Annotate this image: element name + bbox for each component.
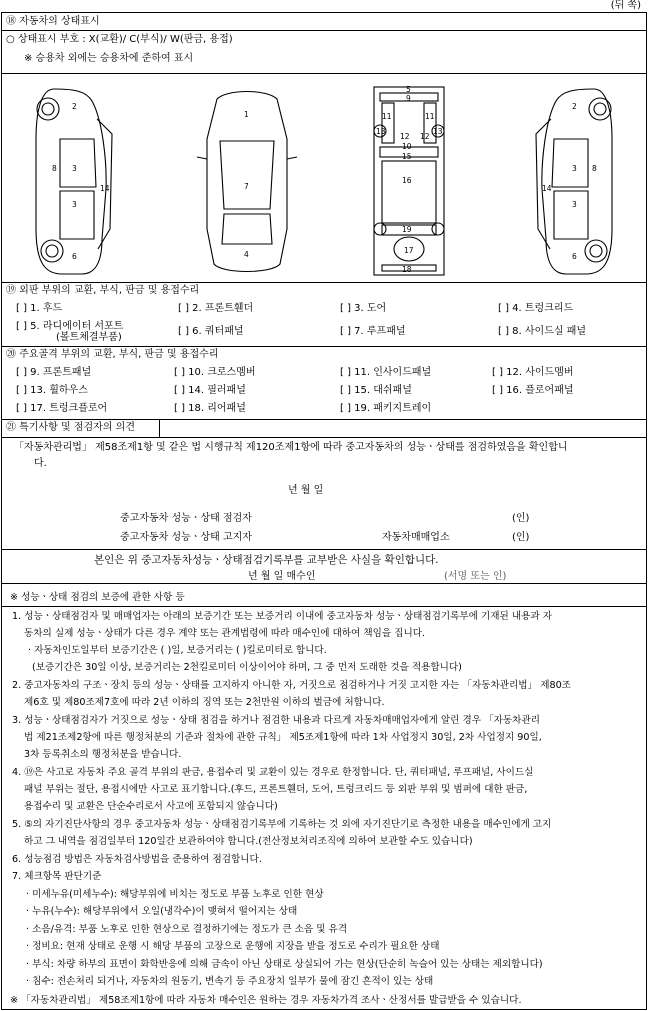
svg-text:12: 12 <box>420 132 430 141</box>
svg-text:3: 3 <box>72 200 77 209</box>
svg-text:15: 15 <box>402 152 412 161</box>
opinion-title: ㉑ 특기사항 및 점검자의 의견 <box>6 422 135 433</box>
svg-text:9: 9 <box>406 94 411 103</box>
exterior-item-6: [ ] 6. 쿼터패널 <box>178 326 244 337</box>
svg-text:11: 11 <box>382 112 392 121</box>
left-side-view <box>36 89 112 274</box>
exterior-item-5: [ ] 5. 라디에이터 서포트 <box>16 321 124 332</box>
frame-item-17: [ ] 17. 트렁크플로어 <box>16 403 108 414</box>
svg-text:13: 13 <box>433 127 443 136</box>
frame-item-19: [ ] 19. 패키지트레이 <box>340 403 432 414</box>
frame-item-13: [ ] 13. 휠하우스 <box>16 385 88 396</box>
diagram-num-2: 2 <box>72 102 77 111</box>
svg-text:7: 7 <box>244 182 249 191</box>
exterior-item-3: [ ] 3. 도어 <box>340 303 387 314</box>
frame-item-9: [ ] 9. 프론트패널 <box>16 367 92 378</box>
warranty-line: 1. 성능ㆍ상태점검자 및 매매업자는 아래의 보증기간 또는 보증거리 이내에 중고자동차 성능ㆍ상태점검기록부에 기재된 내용과 자 <box>12 611 552 622</box>
warranty-line: 3차 등록취소의 행정처분을 받습니다. <box>24 749 182 760</box>
warranty-section <box>1 583 647 1010</box>
svg-text:16: 16 <box>402 176 412 185</box>
warranty-line: 3. 성능ㆍ상태점검자가 거짓으로 성능ㆍ상태 점검을 하거나 점검한 내용과 다르게 자동차매매업자에게 알린 경우 「자동차관리 <box>12 715 540 726</box>
signature-label: (서명 또는 인) <box>444 571 507 582</box>
exterior-item-1: [ ] 1. 후드 <box>16 303 63 314</box>
warranty-line: · 부식: 차량 하부의 표면이 화학반응에 의해 금속이 아닌 상태로 상실되어 가는 현상(단순히 녹슬어 있는 상태는 제외합니다) <box>26 959 543 970</box>
exterior-item-5-sub: (볼트체결부품) <box>56 332 122 343</box>
warranty-line: 동차의 실제 성능ㆍ상태가 다른 경우 계약 또는 관계법령에 따라 매수인에 대하여 책임을 집니다. <box>24 628 426 639</box>
warranty-line: · 자동차인도일부터 보증기간은 ( )일, 보증거리는 ( )킬로미터로 합니다. <box>28 645 327 656</box>
frame-item-12: [ ] 12. 사이드멤버 <box>492 367 574 378</box>
confirm-date: 년 월 일 <box>288 485 324 496</box>
confirm-line1: 「자동차관리법」 제58조제1항 및 같은 법 시행규칙 제120조제1항에 따라 중고자동차의 성능ㆍ상태를 점검하였음을 확인합니 <box>14 442 568 453</box>
svg-text:2: 2 <box>572 102 577 111</box>
warranty-title: ※ 성능ㆍ상태 점검의 보증에 관한 사항 등 <box>10 592 185 603</box>
warranty-line: 2. 중고자동차의 구조ㆍ장치 등의 성능ㆍ상태를 고지하지 아니한 자, 거짓으로 점검하거나 거짓 고지한 자는 「자동차관리법」 제80조 <box>12 680 571 691</box>
warranty-line: · 정비요: 현재 상태로 운행 시 해당 부품의 고장으로 운행에 지장을 받을 정도로 수리가 필요한 상태 <box>26 941 440 952</box>
warranty-line: · 미세누유(미세누수): 해당부위에 비치는 정도로 부품 노후로 인한 현상 <box>26 889 324 900</box>
exterior-item-4: [ ] 4. 트렁크리드 <box>498 303 574 314</box>
diagram-num-8a: 8 <box>52 164 57 173</box>
warranty-footer: ※ 「자동차관리법」 제58조제1항에 따라 자동차 매수인은 원하는 경우 자동차가격 조사ㆍ산정서를 발급받을 수 있습니다. <box>10 995 522 1006</box>
frame-title: ⑳ 주요골격 부위의 교환, 부식, 판금 및 용접수리 <box>6 349 219 360</box>
svg-text:12: 12 <box>400 132 410 141</box>
status-note: ※ 승용차 외에는 승용차에 준하여 표시 <box>24 53 194 64</box>
svg-text:13: 13 <box>376 127 386 136</box>
inspection-form-section <box>1 12 647 607</box>
page-side-label: (뒤 쪽) <box>610 0 641 11</box>
svg-text:5: 5 <box>406 85 411 94</box>
exterior-item-2: [ ] 2. 프론트휀더 <box>178 303 254 314</box>
dealer-label: 자동차매매업소 <box>382 532 450 543</box>
svg-text:10: 10 <box>402 142 412 151</box>
status-symbols: ○ 상태표시 부호 : X(교환)/ C(부식)/ W(판금, 용접) <box>6 34 233 45</box>
frame-item-10: [ ] 10. 크로스멤버 <box>174 367 256 378</box>
svg-text:3: 3 <box>572 200 577 209</box>
svg-text:6: 6 <box>572 252 577 261</box>
warranty-line: · 침수: 전손처리 되거나, 자동차의 원동기, 변속기 등 주요장치 일부가 물에 잠긴 흔적이 있는 상태 <box>26 976 434 987</box>
exterior-item-7: [ ] 7. 루프패널 <box>340 326 406 337</box>
warranty-line: 용접수리 및 교환은 단순수리로서 사고에 포함되지 않습니다) <box>24 801 278 812</box>
warranty-line: 하고 그 내역을 점검일부터 120일간 보관하여야 합니다.(전산정보처리조직에 의하여 보관할 수도 있습니다) <box>24 836 473 847</box>
frame-item-14: [ ] 14. 필러패널 <box>174 385 246 396</box>
warranty-line: · 소음/유격: 부품 노후로 인한 현상으로 결정하기에는 정도가 큰 소음 및 유격 <box>26 924 348 935</box>
svg-text:19: 19 <box>402 225 412 234</box>
frame-view <box>374 85 444 275</box>
notifier-seal: (인) <box>512 532 530 543</box>
svg-text:6: 6 <box>72 252 77 261</box>
exterior-item-8: [ ] 8. 사이드실 패널 <box>498 326 587 337</box>
warranty-line: 법 제21조제2항에 따른 행정처분의 기준과 절차에 관한 규칙」 제5조제1항에 따라 1차 사업정지 30일, 2차 사업정지 90일, <box>24 732 542 743</box>
receipt-date: 년 월 일 매수인 <box>248 571 316 582</box>
svg-text:14: 14 <box>100 184 110 193</box>
warranty-line: · 누유(누수): 해당부위에서 오일(냉각수)이 맺혀서 떨어지는 상태 <box>26 906 298 917</box>
exterior-title: ⑲ 외판 부위의 교환, 부식, 판금 및 용접수리 <box>6 285 200 296</box>
svg-text:4: 4 <box>244 250 249 259</box>
notifier-label: 중고자동차 성능ㆍ상태 고지자 <box>120 532 252 543</box>
confirm-line2: 다. <box>34 458 47 469</box>
vehicle-diagram-svg <box>2 79 646 282</box>
warranty-line: (보증기간은 30일 이상, 보증거리는 2천킬로미터 이상이어야 하며, 그 중 먼저 도래한 것을 적용합니다) <box>32 662 462 673</box>
svg-text:11: 11 <box>425 112 435 121</box>
frame-item-15: [ ] 15. 대쉬패널 <box>340 385 412 396</box>
status-title: ⑱ 자동차의 상태표시 <box>6 16 100 27</box>
top-view <box>197 92 297 272</box>
frame-item-18: [ ] 18. 리어패널 <box>174 403 246 414</box>
warranty-line: 패널 부위는 절단, 용접시에만 사고로 표기합니다.(후드, 프론트휀더, 도어, 트렁크리드 등 외판 부위 및 범퍼에 대한 판금, <box>24 784 528 795</box>
svg-text:1: 1 <box>244 110 249 119</box>
right-side-view <box>536 89 612 274</box>
svg-text:3: 3 <box>572 164 577 173</box>
inspector-seal: (인) <box>512 513 530 524</box>
svg-text:14: 14 <box>542 184 552 193</box>
warranty-line: 6. 성능점검 방법은 자동차검사방법을 준용하여 점검합니다. <box>12 854 262 865</box>
warranty-line: 제6호 및 제80조제7호에 따라 2년 이하의 징역 또는 2천만원 이하의 벌금에 처합니다. <box>24 697 385 708</box>
inspector-label: 중고자동차 성능ㆍ상태 점검자 <box>120 513 252 524</box>
warranty-line: 5. ⑤의 자기진단사항의 경우 중고자동차 성능ㆍ상태점검기록부에 기록하는 것 외에 자기진단기로 측정한 내용을 매수인에게 고지 <box>12 819 552 830</box>
warranty-line: 4. ⑲은 사고로 자동차 주요 골격 부위의 판금, 용접수리 및 교환이 있는 경우로 한정합니다. 단, 쿼터패널, 루프패널, 사이드실 <box>12 767 534 778</box>
svg-text:17: 17 <box>404 246 414 255</box>
vehicle-diagram <box>2 79 646 282</box>
svg-text:8: 8 <box>592 164 597 173</box>
svg-text:3: 3 <box>72 164 77 173</box>
receipt-statement: 본인은 위 중고자동차성능ㆍ상태점검기록부를 교부받은 사실을 확인합니다. <box>94 554 439 566</box>
svg-text:18: 18 <box>402 265 412 274</box>
frame-item-11: [ ] 11. 인사이드패널 <box>340 367 432 378</box>
frame-item-16: [ ] 16. 플로어패널 <box>492 385 574 396</box>
warranty-line: 7. 체크항목 판단기준 <box>12 871 102 882</box>
